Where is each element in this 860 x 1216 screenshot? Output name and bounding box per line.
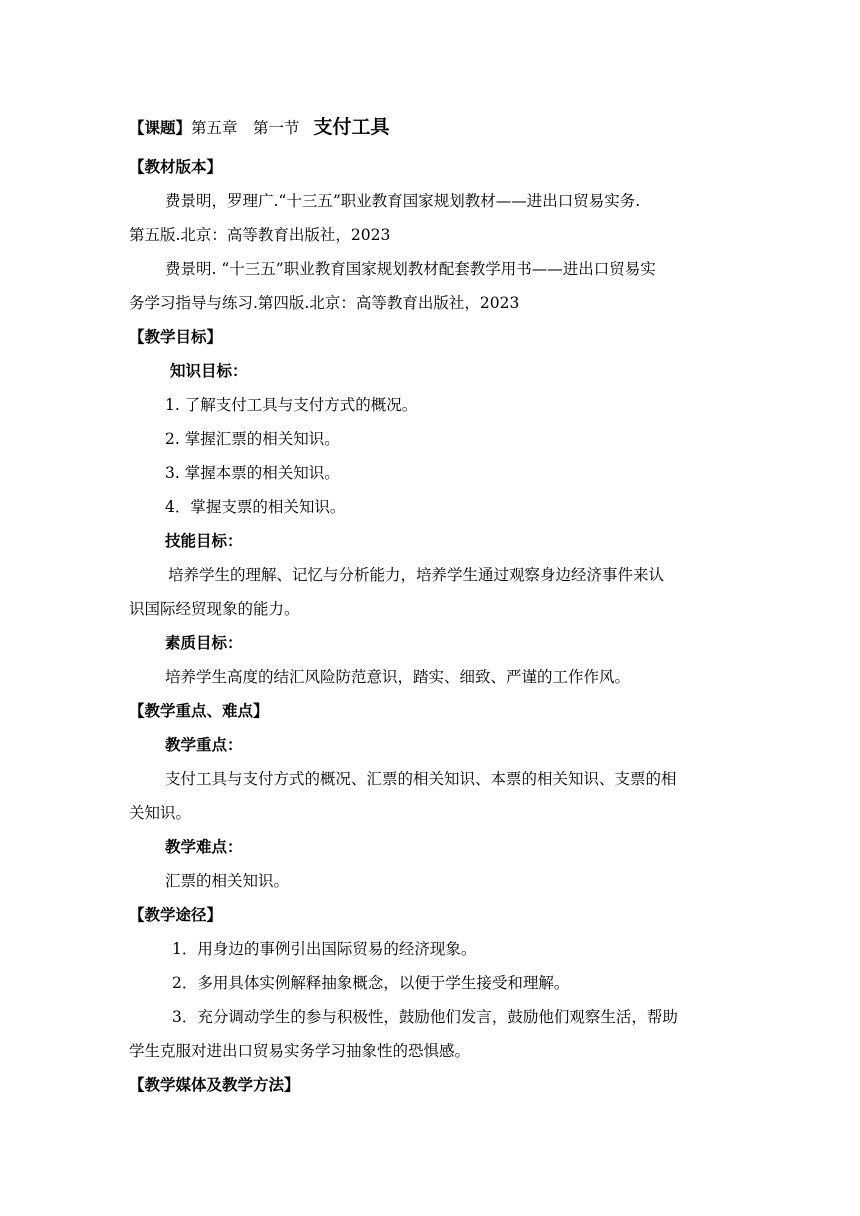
skill-label: 技能目标： (165, 531, 243, 550)
difficulty-line: 汇票的相关知识。 (165, 872, 290, 890)
difficulty-label: 教学难点： (165, 837, 243, 856)
focus-line-2: 关知识。 (129, 804, 192, 822)
approach-heading: 【教学途径】 (129, 905, 223, 924)
approach-line-1: 1．用身边的事例引出国际贸易的经济现象。 (172, 940, 477, 958)
knowledge-item-1: 1. 了解支付工具与支付方式的概况。 (165, 396, 418, 414)
lesson-title (129, 117, 390, 138)
title-topic: 支付工具 (313, 116, 390, 138)
textbook-line-1: 费景明，罗理广.“十三五”职业教育国家规划教材——进出口贸易实务. (165, 192, 641, 210)
title-bracket: 【课题】 (129, 118, 192, 137)
textbook-line-2: 第五版.北京：高等教育出版社，2023 (129, 226, 391, 244)
knowledge-item-3: 3. 掌握本票的相关知识。 (165, 464, 340, 482)
textbook-heading: 【教材版本】 (129, 157, 223, 176)
knowledge-label: 知识目标： (170, 361, 248, 380)
approach-line-3: 3．充分调动学生的参与积极性，鼓励他们发言，鼓励他们观察生活，帮助 (172, 1008, 678, 1026)
knowledge-item-4: 4．掌握支票的相关知识。 (165, 498, 346, 516)
knowledge-item-2: 2. 掌握汇票的相关知识。 (165, 430, 340, 448)
keypoints-heading: 【教学重点、难点】 (129, 701, 269, 720)
media-heading: 【教学媒体及教学方法】 (129, 1075, 300, 1094)
approach-line-4: 学生克服对进出口贸易实务学习抽象性的恐惧感。 (129, 1042, 471, 1060)
objectives-heading: 【教学目标】 (129, 327, 223, 346)
skill-line-2: 识国际经贸现象的能力。 (129, 600, 300, 618)
textbook-line-3: 费景明. “十三五”职业教育国家规划教材配套教学用书——进出口贸易实 (165, 260, 656, 278)
skill-line-1: 培养学生的理解、记忆与分析能力，培养学生通过观察身边经济事件来认 (168, 566, 665, 584)
focus-label: 教学重点： (165, 735, 243, 754)
title-chapter: 第五章 第一节 (191, 119, 300, 137)
textbook-line-4: 务学习指导与练习.第四版.北京：高等教育出版社，2023 (129, 294, 520, 312)
focus-line-1: 支付工具与支付方式的概况、汇票的相关知识、本票的相关知识、支票的相 (165, 770, 677, 788)
quality-label: 素质目标： (165, 633, 243, 652)
quality-line: 培养学生高度的结汇风险防范意识，踏实、细致、严谨的工作作风。 (165, 668, 631, 686)
approach-line-2: 2．多用具体实例解释抽象概念，以便于学生接受和理解。 (172, 974, 570, 992)
